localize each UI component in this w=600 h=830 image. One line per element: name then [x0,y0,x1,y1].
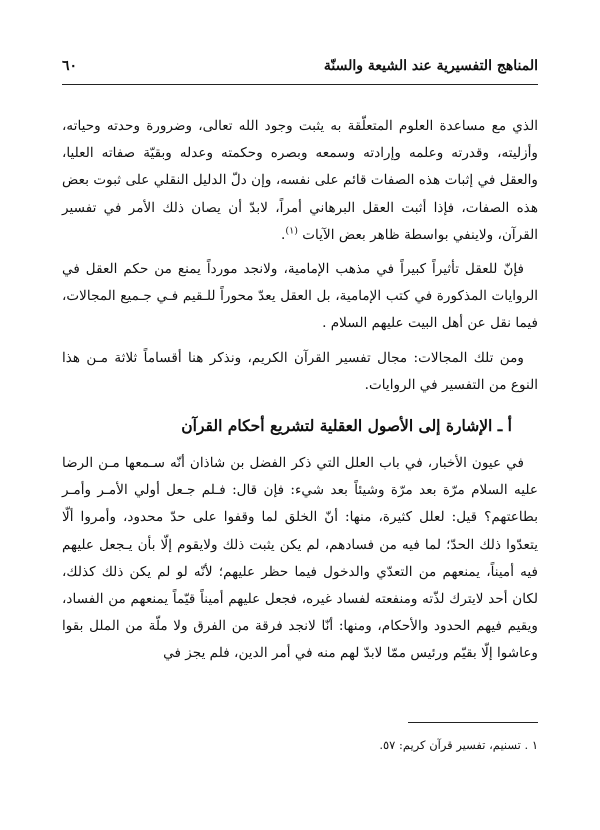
page-number: ٦٠ [62,58,78,74]
paragraph: في عيون الأخبار، في باب العلل التي ذكر الفضل بن شاذان أنّه سـمعها مـن الرضا عليه السلام مرّة بعد مرّة وشيئاً بعد شيء: فإن قال: فـلم جـعل أولي الأمـر وأمـر بطاعتهم؟ قيل: لعلل كثيرة، منها: أنّ الخلق لما وقفوا على حدّ محدود، وأمروا ألّا يتعدّوا ذلك الحدّ؛ لما فيه من فسادهم، لم يكن يثبت ذلك ولايقوم إلّا بأن يـجعل عليهم فيه أميناً، يمنعهم من التعدّي والدخول فيما حظر عليهم؛ لأنّه لو لم يكن ذلك كذلك، لكان أحد لايترك لذّته ومنفعته لفساد غيره، فجعل عليهم أميناً قيّماً يمنعهم من الفساد، ويقيم فيهم الحدود والأحكام، ومنها: أنّا لانجد فرقة من الفرق ولا ملّة من الملل بقوا وعاشوا إلّا بقيّم ورئيس ممّا لابدّ لهم منه في أمر الدين، فلم يجز في [62,455,538,662]
footnote: ١ . تسنيم، تفسير قرآن كريم: ٥٧. [379,738,538,752]
paragraph: ومن تلك المجالات: مجال تفسير القرآن الكريم، ونذكر هنا أقساماً ثلاثة مـن هذا النوع من التفسير في الروايات. [62,349,538,393]
footnote-divider [408,722,538,723]
paragraph-text: الذي مع مساعدة العلوم المتعلّقة به يثبت وجود الله تعالى، وضرورة وحدته وحياته، وأزليته، وقدرته وعلمه وإرادته وسمعه وبصره وحكمته وعدله وبقيّة صفاته العليا، والعقل في إثبات هذه الصفات قائم على نفسه، وإن دلّ الدليل النقلي على ثبوت بعض هذه الصفات، فإذا أثبت العقل البرهاني أمراً، لابدّ أن يصان ذلك الأمر في تفسير القرآن، ولاينفي بواسطة ظاهر بعض الآيات [62,118,538,243]
running-header [62,58,538,80]
header-divider [62,84,538,85]
main-text [62,113,538,668]
section-heading: أ ـ الإشارة إلى الأصول العقلية لتشريع أحكام القرآن [181,416,512,436]
footnote-reference: (١) [285,225,298,237]
paragraph: الذي مع مساعدة العلوم المتعلّقة به يثبت وجود الله تعالى، وضرورة وحدته وحياته، وأزليته، وقدرته وعلمه وإرادته وسمعه وبصره وحكمته وعدله وبقيّة صفاته العليا، والعقل في إثبات هذه الصفات قائم على نفسه، وإن دلّ الدليل النقلي على ثبوت بعض هذه الصفات، فإذا أثبت العقل البرهاني أمراً، لابدّ أن يصان ذلك الأمر في تفسير القرآن، ولاينفي بواسطة ظاهر بعض الآيات $^{(١)}$. [62,118,538,243]
paragraph: فإنّ للعقل تأثيراً كبيراً في مذهب الإمامية، ولانجد مورداً يمنع من حكم العقل في الروايات المذكورة في كتب الإمامية، بل العقل يعدّ محوراً للـقيم فـي جـميع المجالات، فيما نقل عن أهل البيت عليهم السلام . [62,261,538,332]
running-title: المناهج التفسيرية عند الشيعة والسنّة [323,58,538,74]
